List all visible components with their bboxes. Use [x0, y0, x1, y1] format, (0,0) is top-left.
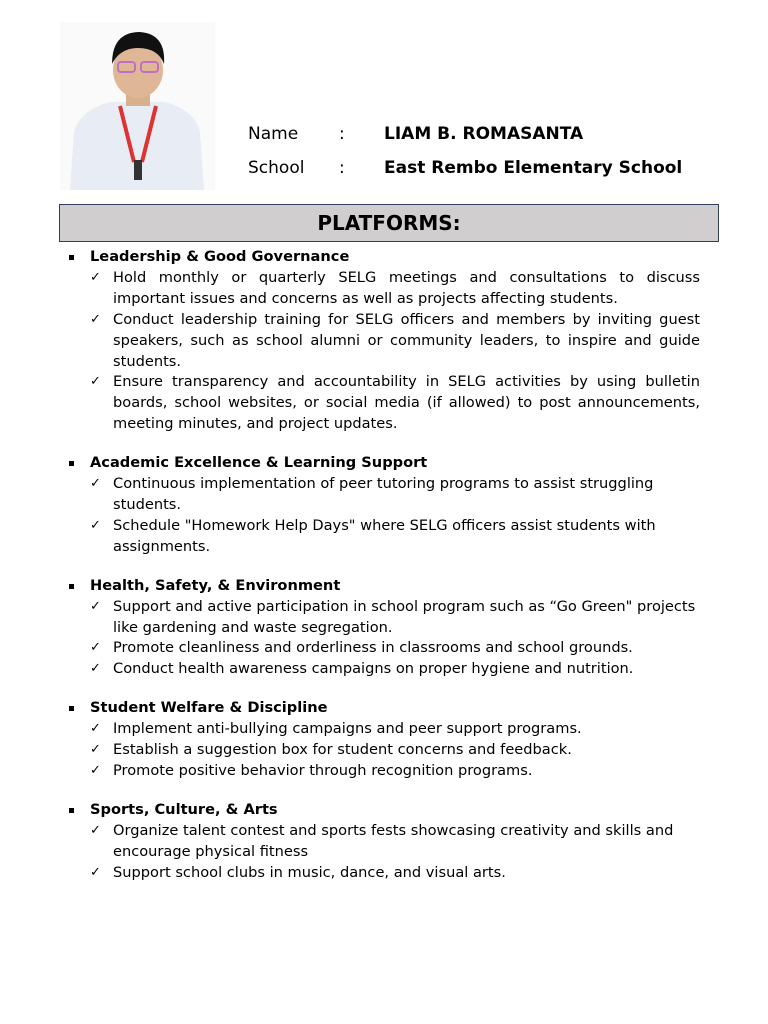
platform-section [66, 800, 706, 884]
platform-item [66, 372, 700, 435]
name-label: Name [248, 124, 299, 144]
square-bullet-icon [69, 706, 74, 711]
section-title [66, 698, 706, 719]
platform-item [66, 863, 700, 884]
platform-item [66, 474, 700, 516]
section-title [66, 247, 706, 268]
platform-item-text: Support school clubs in music, dance, and visual arts. [113, 863, 506, 881]
platform-section [66, 247, 706, 435]
checkmark-icon: ✓ [90, 822, 101, 838]
platform-item-text: Ensure transparency and accountability in SELG activities by using bulletin boards, school websites, or social media (if allowed) to post announcements, meeting minutes, and project updates. [113, 373, 700, 433]
section-title-text: Academic Excellence & Learning Support [90, 454, 428, 472]
platform-item-text: Continuous implementation of peer tutoring programs to assist struggling students. [113, 475, 654, 513]
platform-section [66, 698, 706, 782]
platform-item [66, 638, 700, 659]
checkmark-icon: ✓ [90, 762, 101, 778]
platform-item-text: Conduct health awareness campaigns on proper hygiene and nutrition. [113, 660, 634, 678]
platform-item-text: Hold monthly or quarterly SELG meetings and consultations to discuss important issues and concerns as well as projects affecting students. [113, 268, 700, 307]
platform-item [66, 761, 700, 782]
platforms-list [66, 247, 706, 901]
section-title [66, 576, 706, 597]
square-bullet-icon [69, 461, 74, 466]
platform-item [66, 821, 700, 863]
platform-section [66, 576, 706, 681]
platform-item [66, 597, 700, 639]
checkmark-icon: ✓ [90, 517, 101, 533]
checkmark-icon: ✓ [90, 598, 101, 614]
platform-item-text: Promote positive behavior through recognition programs. [113, 761, 533, 779]
section-title-text: Leadership & Good Governance [90, 248, 350, 265]
section-title [66, 453, 706, 474]
checkmark-icon: ✓ [90, 269, 101, 285]
section-title-text: Sports, Culture, & Arts [90, 800, 278, 818]
student-photo [60, 22, 215, 190]
checkmark-icon: ✓ [90, 661, 101, 677]
school-separator: : [339, 158, 345, 178]
school-value: East Rembo Elementary School [384, 158, 683, 178]
checkmark-icon: ✓ [90, 721, 101, 737]
platform-item-text: Support and active participation in school program such as “Go Green" projects like gardening and waste segregation. [113, 597, 696, 636]
square-bullet-icon [69, 808, 74, 813]
platform-item-text: Organize talent contest and sports fests showcasing creativity and skills and encourage physical fitness [113, 821, 674, 860]
checkmark-icon: ✓ [90, 742, 101, 758]
section-title [66, 800, 706, 821]
checkmark-icon: ✓ [90, 311, 101, 327]
platform-item-text: Implement anti-bullying campaigns and peer support programs. [113, 720, 582, 738]
platform-item [66, 740, 700, 761]
platform-item [66, 268, 700, 310]
platforms-banner: PLATFORMS: [59, 204, 719, 242]
platform-item [66, 659, 700, 680]
platform-item [66, 310, 700, 373]
platform-item [66, 719, 700, 740]
section-title-text: Health, Safety, & Environment [90, 576, 341, 594]
platform-item-text: Promote cleanliness and orderliness in classrooms and school grounds. [113, 639, 633, 657]
platform-item-text: Schedule "Homework Help Days" where SELG officers assist students with assignments. [113, 516, 656, 555]
checkmark-icon: ✓ [90, 640, 101, 656]
checkmark-icon: ✓ [90, 864, 101, 880]
section-title-text: Student Welfare & Discipline [90, 699, 328, 717]
checkmark-icon: ✓ [90, 476, 101, 492]
platform-item-text: Establish a suggestion box for student concerns and feedback. [113, 741, 572, 759]
checkmark-icon: ✓ [90, 374, 101, 390]
square-bullet-icon [69, 255, 74, 260]
platform-item [66, 516, 700, 558]
name-value: LIAM B. ROMASANTA [384, 124, 584, 144]
name-separator: : [339, 124, 345, 144]
platform-item-text: Conduct leadership training for SELG officers and members by inviting guest speakers, such as school alumni or community leaders, to inspire and guide students. [113, 310, 700, 370]
platform-section [66, 453, 706, 558]
square-bullet-icon [69, 584, 74, 589]
school-label: School [248, 158, 305, 178]
